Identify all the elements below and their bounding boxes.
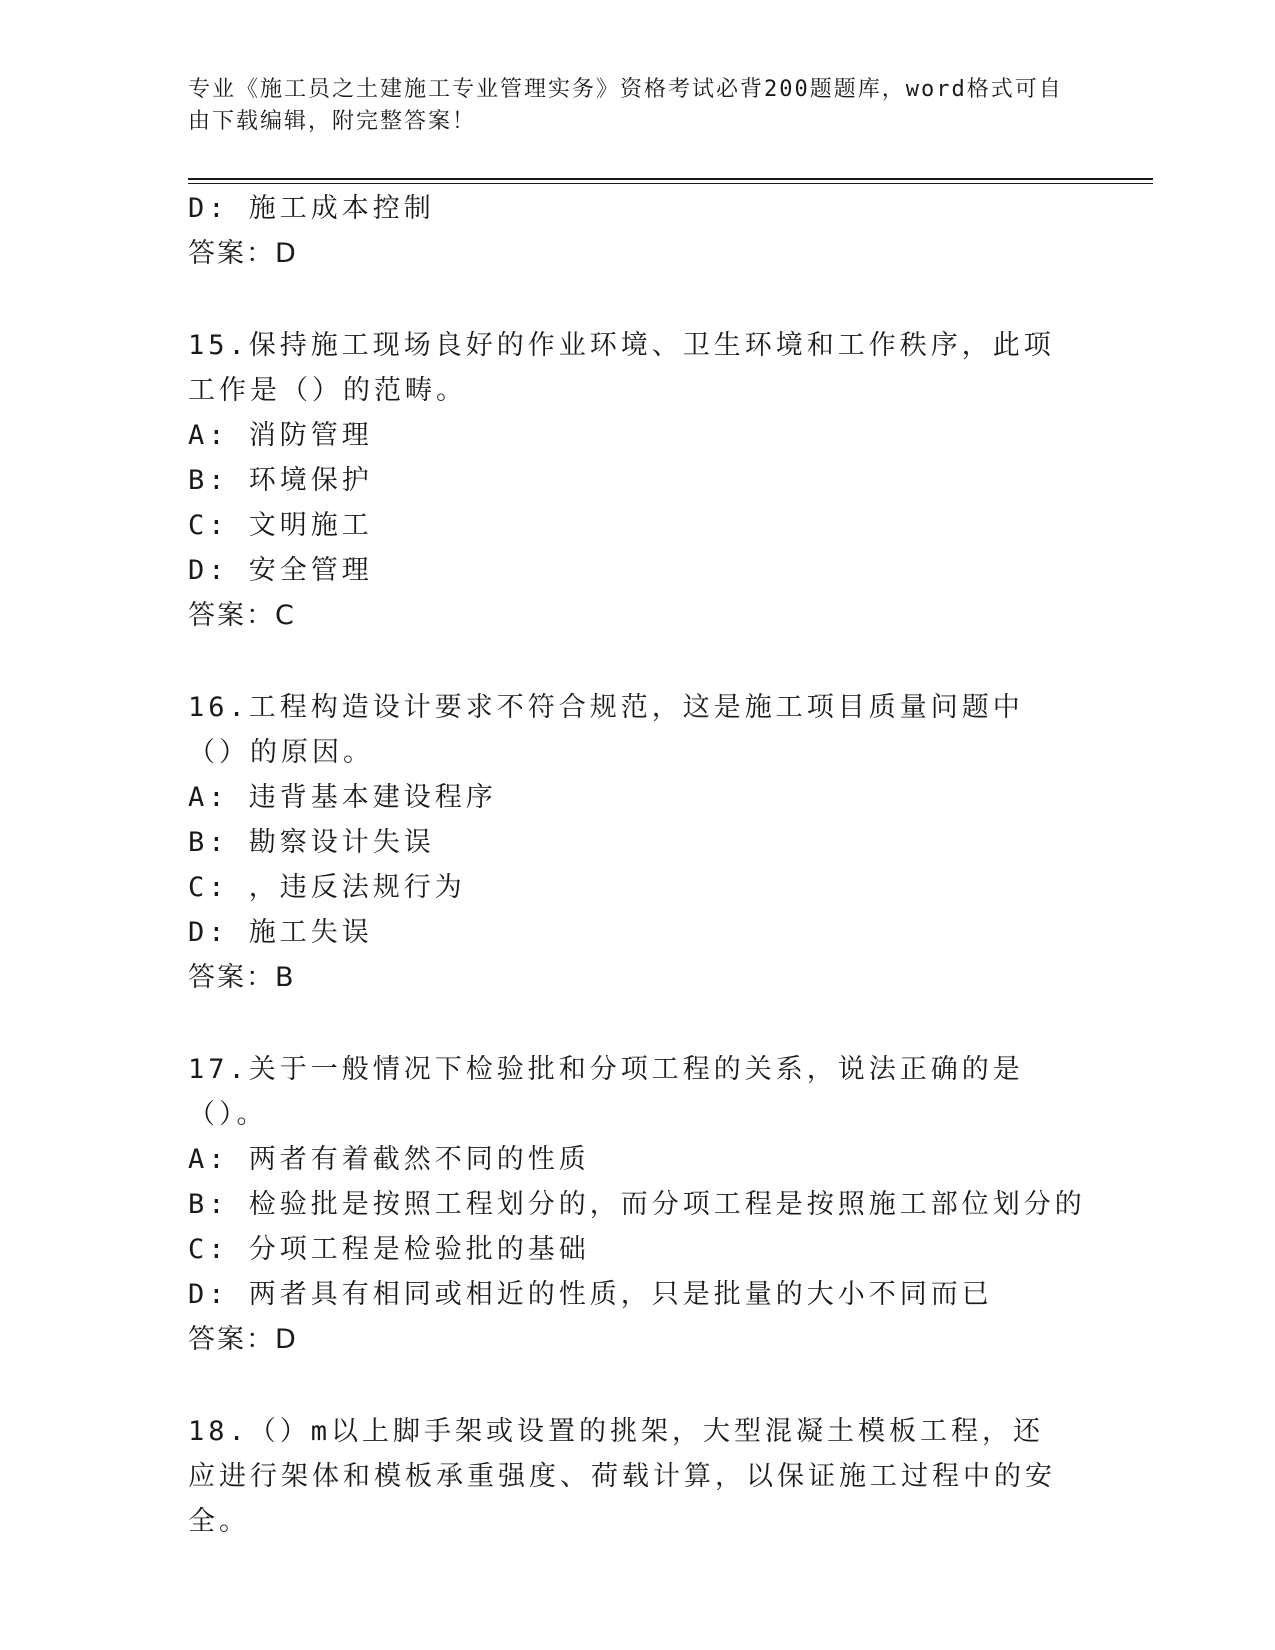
question-stem: 18.（）m以上脚手架或设置的挑架，大型混凝土模板工程，还应进行架体和模板承重强度、荷载计算，以保证施工过程中的安全。 — [188, 1416, 1056, 1537]
option-c: C: 文明施工 — [188, 510, 373, 541]
header-divider-thin — [188, 183, 1153, 184]
option-c: C: ，违反法规行为 — [188, 872, 466, 903]
header-divider — [188, 178, 1153, 180]
answer: 答案：B — [188, 962, 296, 993]
option-d: D: 两者具有相同或相近的性质，只是批量的大小不同而已 — [188, 1279, 993, 1310]
question-stem: 17.关于一般情况下检验批和分项工程的关系，说法正确的是（）。 — [188, 1054, 1024, 1130]
option-a: A: 两者有着截然不同的性质 — [188, 1144, 590, 1175]
document-header: 专业《施工员之土建施工专业管理实务》资格考试必背200题题库，word格式可自由下载编辑，附完整答案！ — [188, 77, 1063, 134]
option-a: A: 违背基本建设程序 — [188, 782, 497, 813]
option-c: C: 分项工程是检验批的基础 — [188, 1234, 590, 1265]
answer: 答案：C — [188, 600, 296, 631]
option-d: D: 施工成本控制 — [188, 193, 435, 224]
question-17 — [188, 1047, 1088, 1362]
question-16 — [188, 685, 1088, 1000]
option-d: D: 安全管理 — [188, 555, 373, 586]
option-b: B: 勘察设计失误 — [188, 827, 435, 858]
question-18 — [188, 1409, 1088, 1544]
option-a: A: 消防管理 — [188, 420, 373, 451]
question-stem: 15.保持施工现场良好的作业环境、卫生环境和工作秩序，此项工作是（）的范畴。 — [188, 330, 1055, 406]
question-15 — [188, 323, 1088, 638]
option-b: B: 检验批是按照工程划分的，而分项工程是按照施工部位划分的 — [188, 1189, 1086, 1220]
question-list — [188, 186, 1088, 1544]
answer: 答案：D — [188, 238, 298, 269]
answer: 答案：D — [188, 1324, 298, 1355]
question-stem: 16.工程构造设计要求不符合规范，这是施工项目质量问题中（）的原因。 — [188, 692, 1024, 768]
option-d: D: 施工失误 — [188, 917, 373, 948]
option-b: B: 环境保护 — [188, 465, 373, 496]
